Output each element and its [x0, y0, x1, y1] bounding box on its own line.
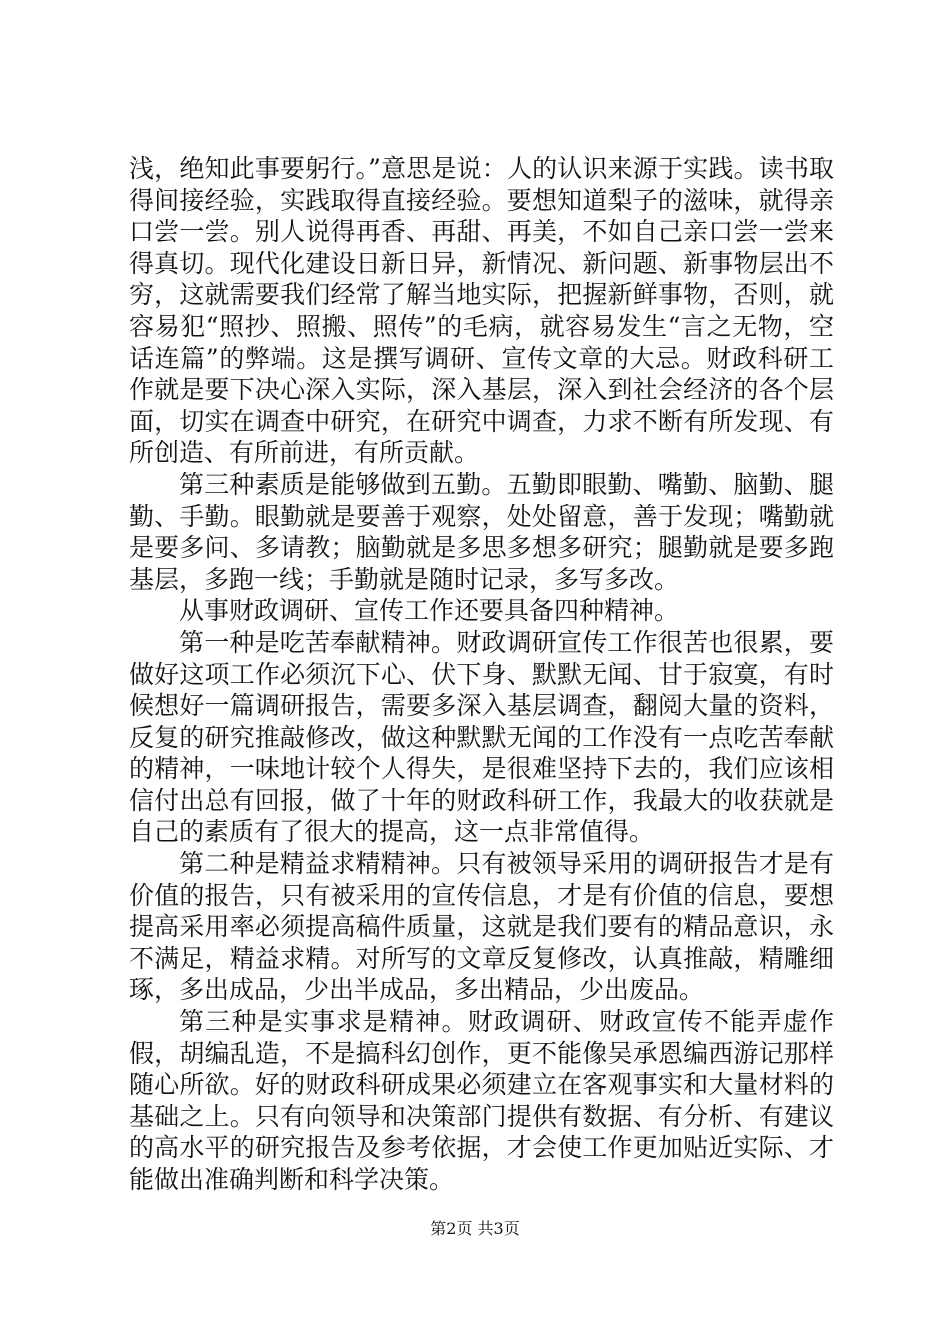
paragraph: 从事财政调研、宣传工作还要具备四种精神。	[179, 596, 680, 626]
document-body	[129, 153, 834, 1196]
page-number-footer: 第2页 共3页	[430, 1219, 520, 1238]
paragraph: 第三种素质是能够做到五勤。五勤即眼勤、嘴勤、脑勤、腿勤、手勤。眼勤就是要善于观察，处处留意，善于发现；嘴勤就是要多问、多请教；脑勤就是多思多想多研究；腿勤就是要多跑基层，多跑一线；手勤就是随时记录，多写多改。	[129, 469, 834, 594]
paragraph: 第一种是吃苦奉献精神。财政调研宣传工作很苦也很累，要做好这项工作必须沉下心、伏下身、默默无闻、甘于寂寞，有时候想好一篇调研报告，需要多深入基层调查，翻阅大量的资料，反复的研究推敲修改，做这种默默无闻的工作没有一点吃苦奉献的精神，一味地计较个人得失，是很难坚持下去的，我们应该相信付出总有回报，做了十年的财政科研工作，我最大的收获就是自己的素质有了很大的提高，这一点非常值得。	[129, 627, 834, 847]
paragraph: 浅，绝知此事要躬行。”意思是说：人的认识来源于实践。读书取得间接经验，实践取得直接经验。要想知道梨子的滋味，就得亲口尝一尝。别人说得再香、再甜、再美，不如自己亲口尝一尝来得真切。现代化建设日新日异，新情况、新问题、新事物层出不穷，这就需要我们经常了解当地实际，把握新鲜事物，否则，就容易犯“照抄、照搬、照传”的毛病，就容易发生“言之无物，空话连篇”的弊端。这是撰写调研、宣传文章的大忌。财政科研工作就是要下决心深入实际，深入基层，深入到社会经济的各个层面，切实在调查中研究，在研究中调查，力求不断有所发现、有所创造、有所前进，有所贡献。	[129, 154, 834, 468]
paragraph: 第三种是实事求是精神。财政调研、财政宣传不能弄虚作假，胡编乱造，不是搞科幻创作，更不能像吴承恩编西游记那样随心所欲。好的财政科研成果必须建立在客观事实和大量材料的基础之上。只有向领导和决策部门提供有数据、有分析、有建议的高水平的研究报告及参考依据，才会使工作更加贴近实际、才能做出准确判断和科学决策。	[129, 1007, 834, 1194]
paragraph: 第二种是精益求精精神。只有被领导采用的调研报告才是有价值的报告，只有被采用的宣传信息，才是有价值的信息，要想提高采用率必须提高稿件质量，这就是我们要有的精品意识，永不满足，精益求精。对所写的文章反复修改，认真推敲，精雕细琢，多出成品，少出半成品，多出精品，少出废品。	[129, 849, 834, 1005]
